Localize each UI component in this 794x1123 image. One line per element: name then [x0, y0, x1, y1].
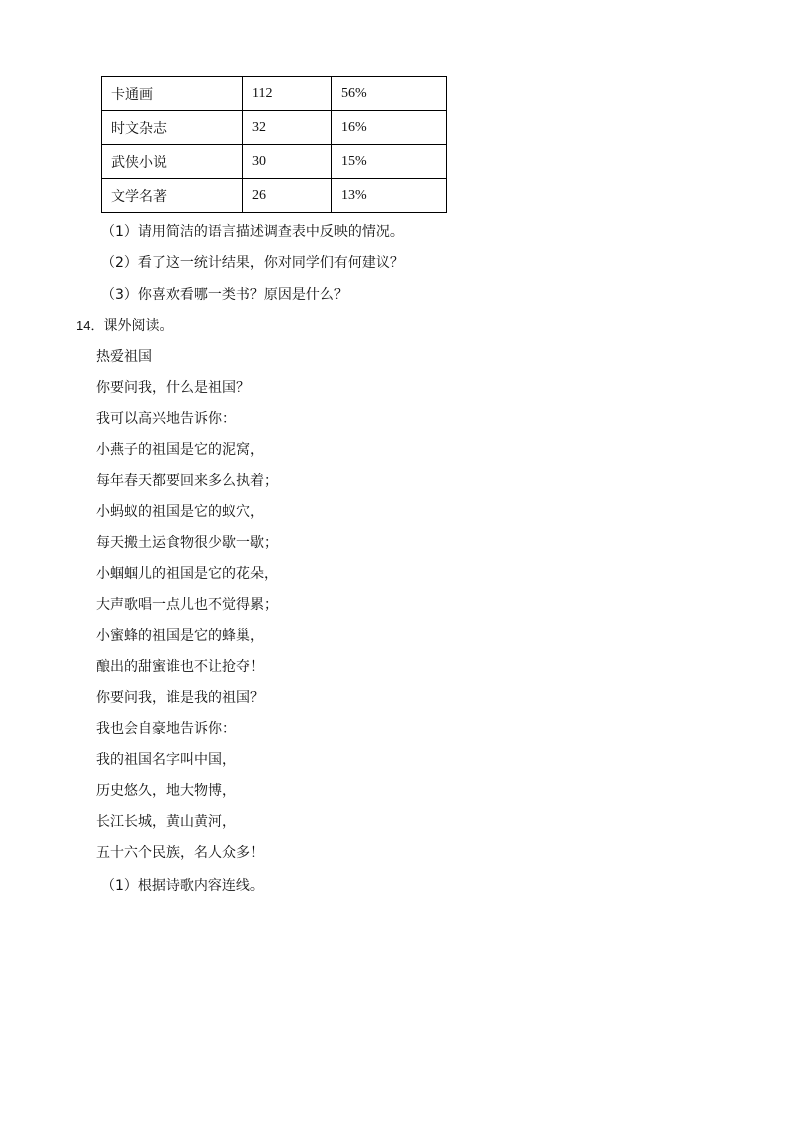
table-cell-count: 112 — [243, 77, 332, 111]
table-row — [102, 77, 447, 111]
section-title: 课外阅读。 — [103, 318, 174, 334]
poem-line: 大声歌唱一点儿也不觉得累； — [96, 597, 278, 613]
poem-line: 小蝈蝈儿的祖国是它的花朵， — [96, 566, 278, 582]
question-14-1: （1）根据诗歌内容连线。 — [101, 878, 264, 894]
poem-line: 长江长城，黄山黄河， — [96, 814, 236, 830]
poem-line: 历史悠久，地大物博， — [96, 783, 236, 799]
section-14-heading — [76, 315, 173, 335]
question-13-1: （1）请用简洁的语言描述调查表中反映的情况。 — [101, 224, 404, 240]
poem-line: 每天搬土运食物很少歇一歇； — [96, 535, 278, 551]
table-cell-count: 30 — [243, 145, 332, 179]
question-13-3: （3）你喜欢看哪一类书？原因是什么？ — [101, 287, 348, 303]
poem-line: 五十六个民族，名人众多！ — [96, 845, 264, 861]
table-cell-count: 26 — [243, 179, 332, 213]
poem-line: 你要问我，谁是我的祖国？ — [96, 690, 264, 706]
table-cell-percent: 15% — [332, 145, 447, 179]
poem-line: 小蚂蚁的祖国是它的蚁穴， — [96, 504, 264, 520]
poem-title: 热爱祖国 — [96, 349, 152, 365]
poem-line: 酿出的甜蜜谁也不让抢夺！ — [96, 659, 264, 675]
poem-line: 小燕子的祖国是它的泥窝， — [96, 442, 264, 458]
survey-table — [101, 76, 447, 213]
poem-line: 我可以高兴地告诉你： — [96, 411, 236, 427]
poem-line: 小蜜蜂的祖国是它的蜂巢， — [96, 628, 264, 644]
table-cell-category: 时文杂志 — [102, 111, 243, 145]
section-number: 14． — [76, 318, 104, 333]
poem-line: 你要问我，什么是祖国？ — [96, 380, 250, 396]
table-row — [102, 145, 447, 179]
poem-line: 我也会自豪地告诉你： — [96, 721, 236, 737]
table-row — [102, 111, 447, 145]
table-cell-percent: 16% — [332, 111, 447, 145]
table-cell-percent: 56% — [332, 77, 447, 111]
question-13-2: （2）看了这一统计结果，你对同学们有何建议？ — [101, 255, 404, 271]
table-cell-percent: 13% — [332, 179, 447, 213]
table-cell-category: 武侠小说 — [102, 145, 243, 179]
table-cell-category: 卡通画 — [102, 77, 243, 111]
poem-line: 每年春天都要回来多么执着； — [96, 473, 278, 489]
table-cell-category: 文学名著 — [102, 179, 243, 213]
table-cell-count: 32 — [243, 111, 332, 145]
poem-line: 我的祖国名字叫中国， — [96, 752, 236, 768]
table-row — [102, 179, 447, 213]
